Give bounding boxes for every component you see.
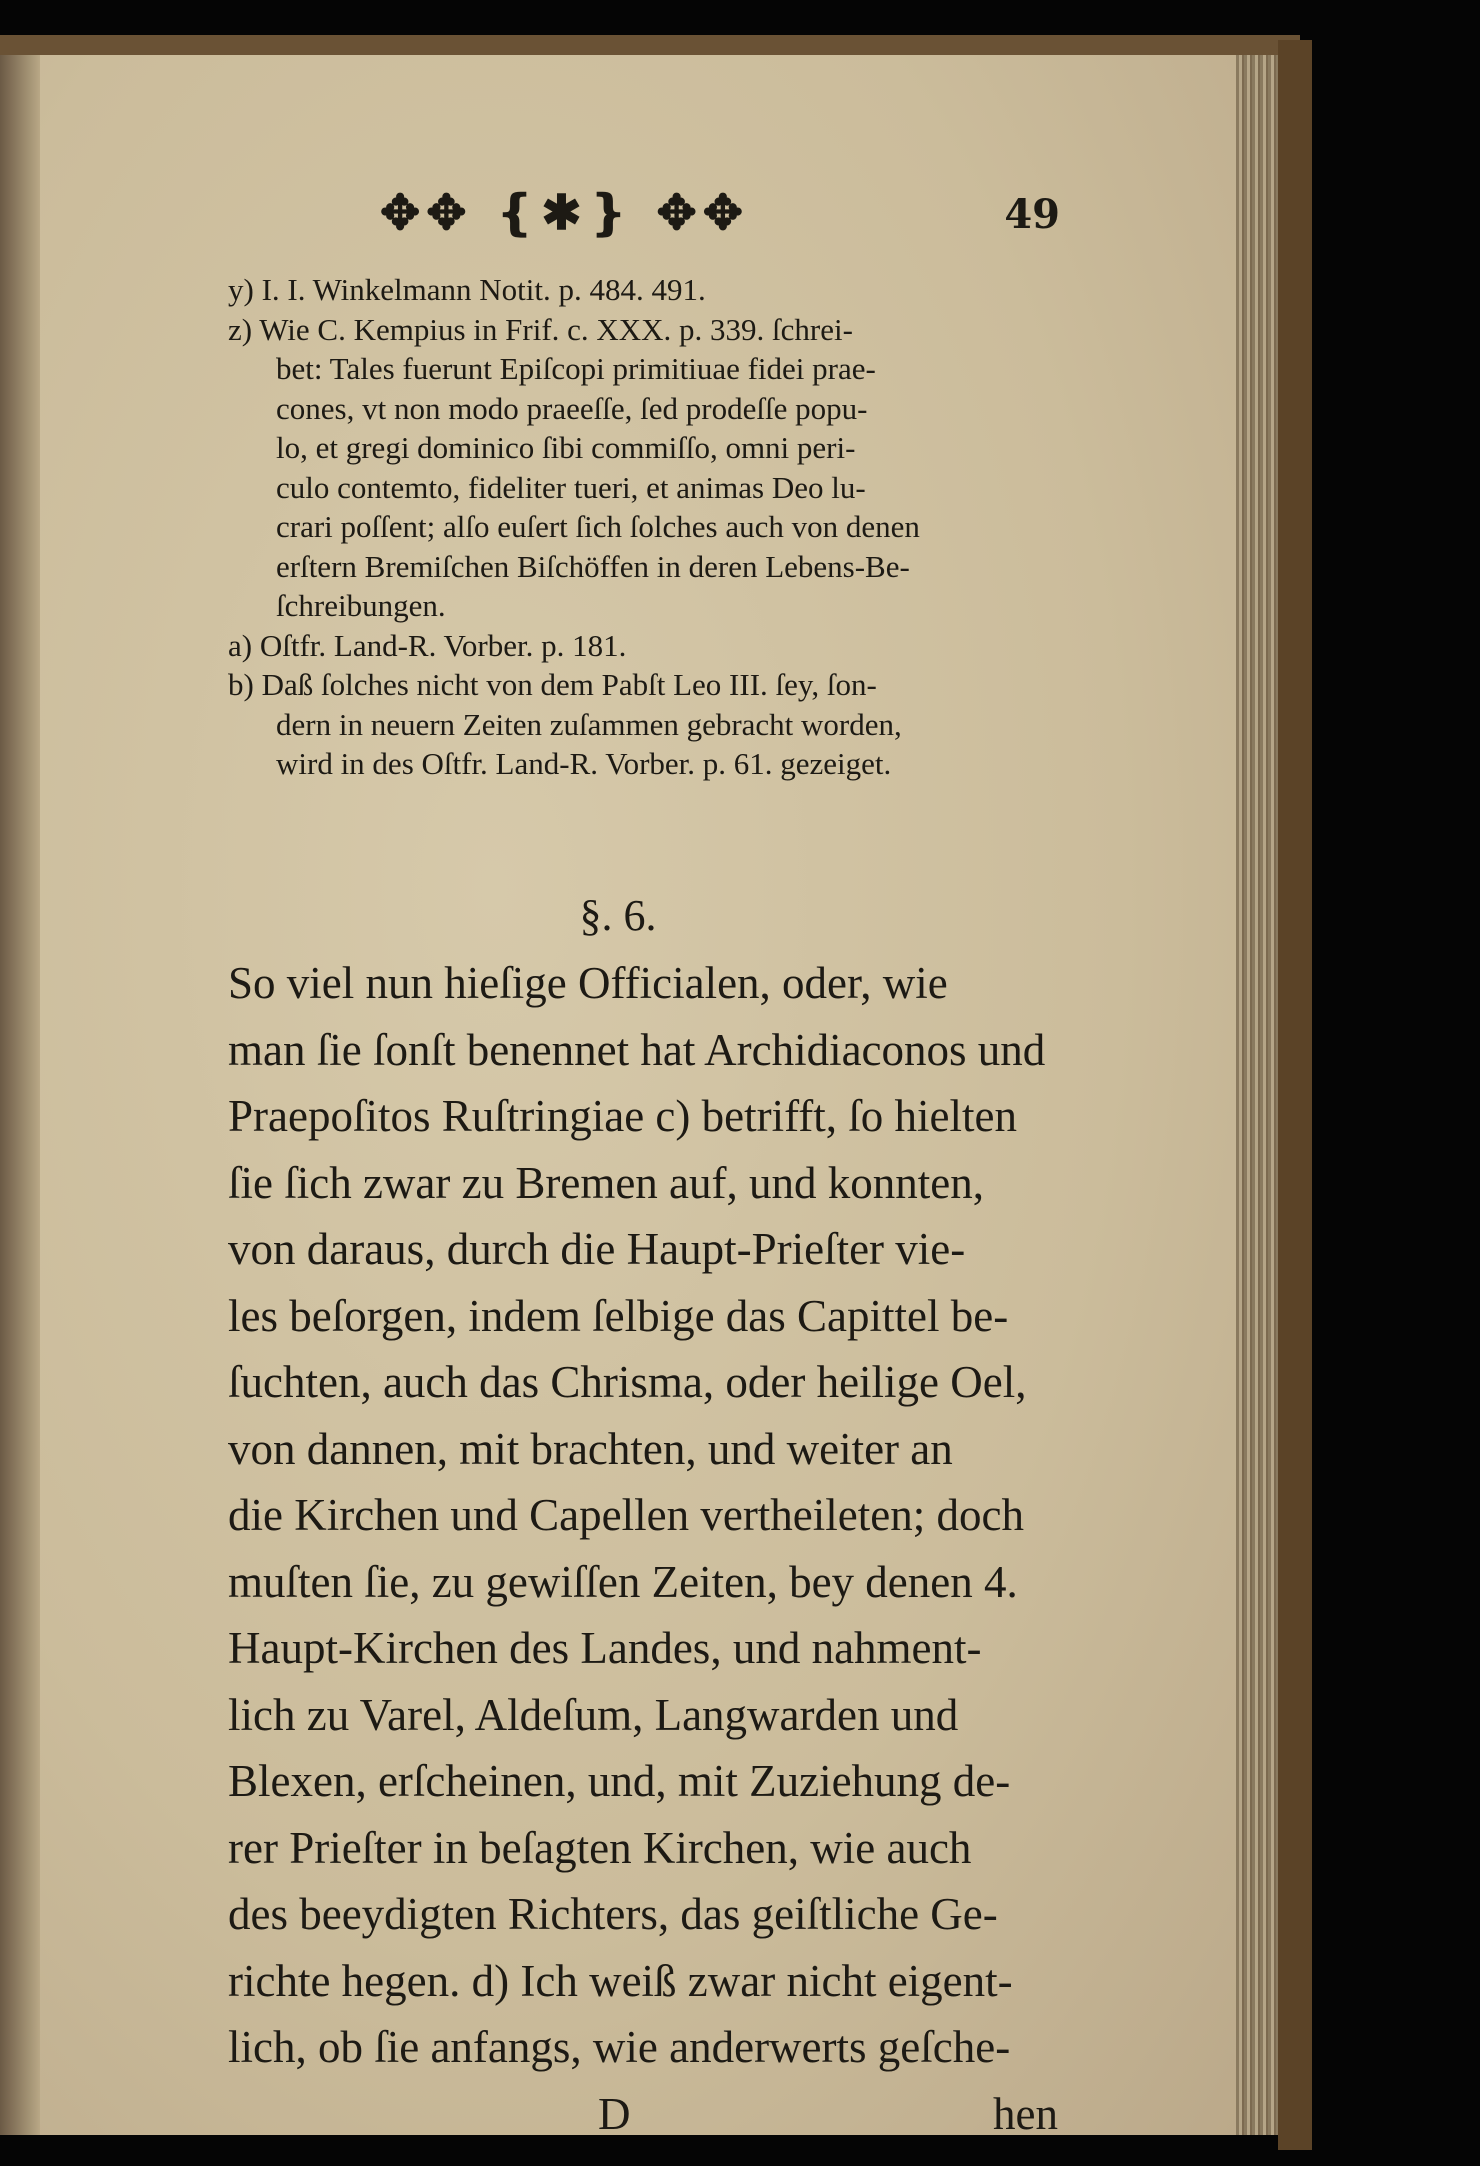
- footnote-line: b) Daß ſolches nicht von dem Pabſt Leo III. ſey, ſon-: [228, 667, 877, 702]
- catchword-line: [228, 2081, 1058, 2148]
- signature-mark: D: [598, 2088, 631, 2139]
- body-line: lich, ob ſie anfangs, wie anderwerts geſche-: [228, 2022, 1011, 2072]
- book-cover-top: [0, 35, 1300, 57]
- body-line: des beeydigten Richters, das geiſtliche Ge-: [228, 1889, 998, 1939]
- body-line: richte hegen. d) Ich weiß zwar nicht eigent-: [228, 1955, 1013, 2006]
- book-cover-edge: [1278, 40, 1312, 2150]
- body-line: lich zu Varel, Aldeſum, Langwarden und: [228, 1689, 959, 1740]
- body-line: von dannen, mit brachten, und weiter an: [228, 1423, 953, 1474]
- body-line: les beſorgen, indem ſelbige das Capittel be-: [228, 1290, 1009, 1341]
- footnote-line: wird in des Oſtfr. Land-R. Vorber. p. 61. gezeiget.: [276, 746, 892, 781]
- footnote-line: bet: Tales fuerunt Epiſcopi primitiuae fidei prae-: [276, 351, 876, 386]
- body-line: ſuchten, auch das Chrisma, oder heilige Oel,: [228, 1357, 1027, 1407]
- header-ornament: ✥✥ ❴✱❵ ✥✥: [380, 185, 749, 241]
- body-line: Haupt-Kirchen des Landes, und nahment-: [228, 1623, 982, 1673]
- page-stack-edges: [1236, 55, 1278, 2135]
- footnote-line: a) Oſtfr. Land-R. Vorber. p. 181.: [228, 627, 627, 663]
- footnote-line: culo contemto, fideliter tueri, et animas Deo lu-: [276, 469, 866, 505]
- footnotes: [228, 270, 1058, 784]
- body-line: von daraus, durch die Haupt-Prieſter vie-: [228, 1224, 966, 1274]
- footnote-line: crari poſſent; alſo euſert ſich ſolches auch von denen: [276, 509, 920, 544]
- body-line: Blexen, erſcheinen, und, mit Zuziehung de-: [228, 1756, 1011, 1806]
- body-line: man ſie ſonſt benennet hat Archidiaconos und: [228, 1024, 1046, 1075]
- body-text: [228, 950, 1058, 2147]
- footnote-line: ſchreibungen.: [276, 588, 446, 623]
- body-line: muſten ſie, zu gewiſſen Zeiten, bey denen 4.: [228, 1556, 1018, 1607]
- body-line: Praepoſitos Ruſtringiae c) betrifft, ſo hielten: [228, 1091, 1017, 1141]
- page-number: 49: [1004, 191, 1060, 238]
- running-header: [380, 185, 1060, 241]
- body-line: ſie ſich zwar zu Bremen auf, und konnten,: [228, 1157, 984, 1208]
- footnote-line: dern in neuern Zeiten zuſammen gebracht worden,: [276, 706, 902, 742]
- footnote-line: cones, vt non modo praeeſſe, ſed prodeſſe popu-: [276, 390, 868, 426]
- footnote-line: lo, et gregi dominico ſibi commiſſo, omni peri-: [276, 430, 856, 465]
- body-line: rer Prieſter in beſagten Kirchen, wie auch: [228, 1822, 972, 1873]
- section-heading: §. 6.: [579, 891, 657, 940]
- catchword: hen: [993, 2088, 1058, 2139]
- footnote-line: z) Wie C. Kempius in Frif. c. XXX. p. 339. ſchrei-: [228, 311, 853, 347]
- gutter-shadow: [0, 55, 40, 2135]
- body-line: die Kirchen und Capellen vertheileten; doch: [228, 1490, 1024, 1540]
- footnote-line: y) I. I. Winkelmann Notit. p. 484. 491.: [228, 272, 706, 307]
- body-line: So viel nun hieſige Officialen, oder, wie: [228, 958, 948, 1008]
- footnote-line: erſtern Bremiſchen Biſchöffen in deren Lebens-Be-: [276, 548, 910, 584]
